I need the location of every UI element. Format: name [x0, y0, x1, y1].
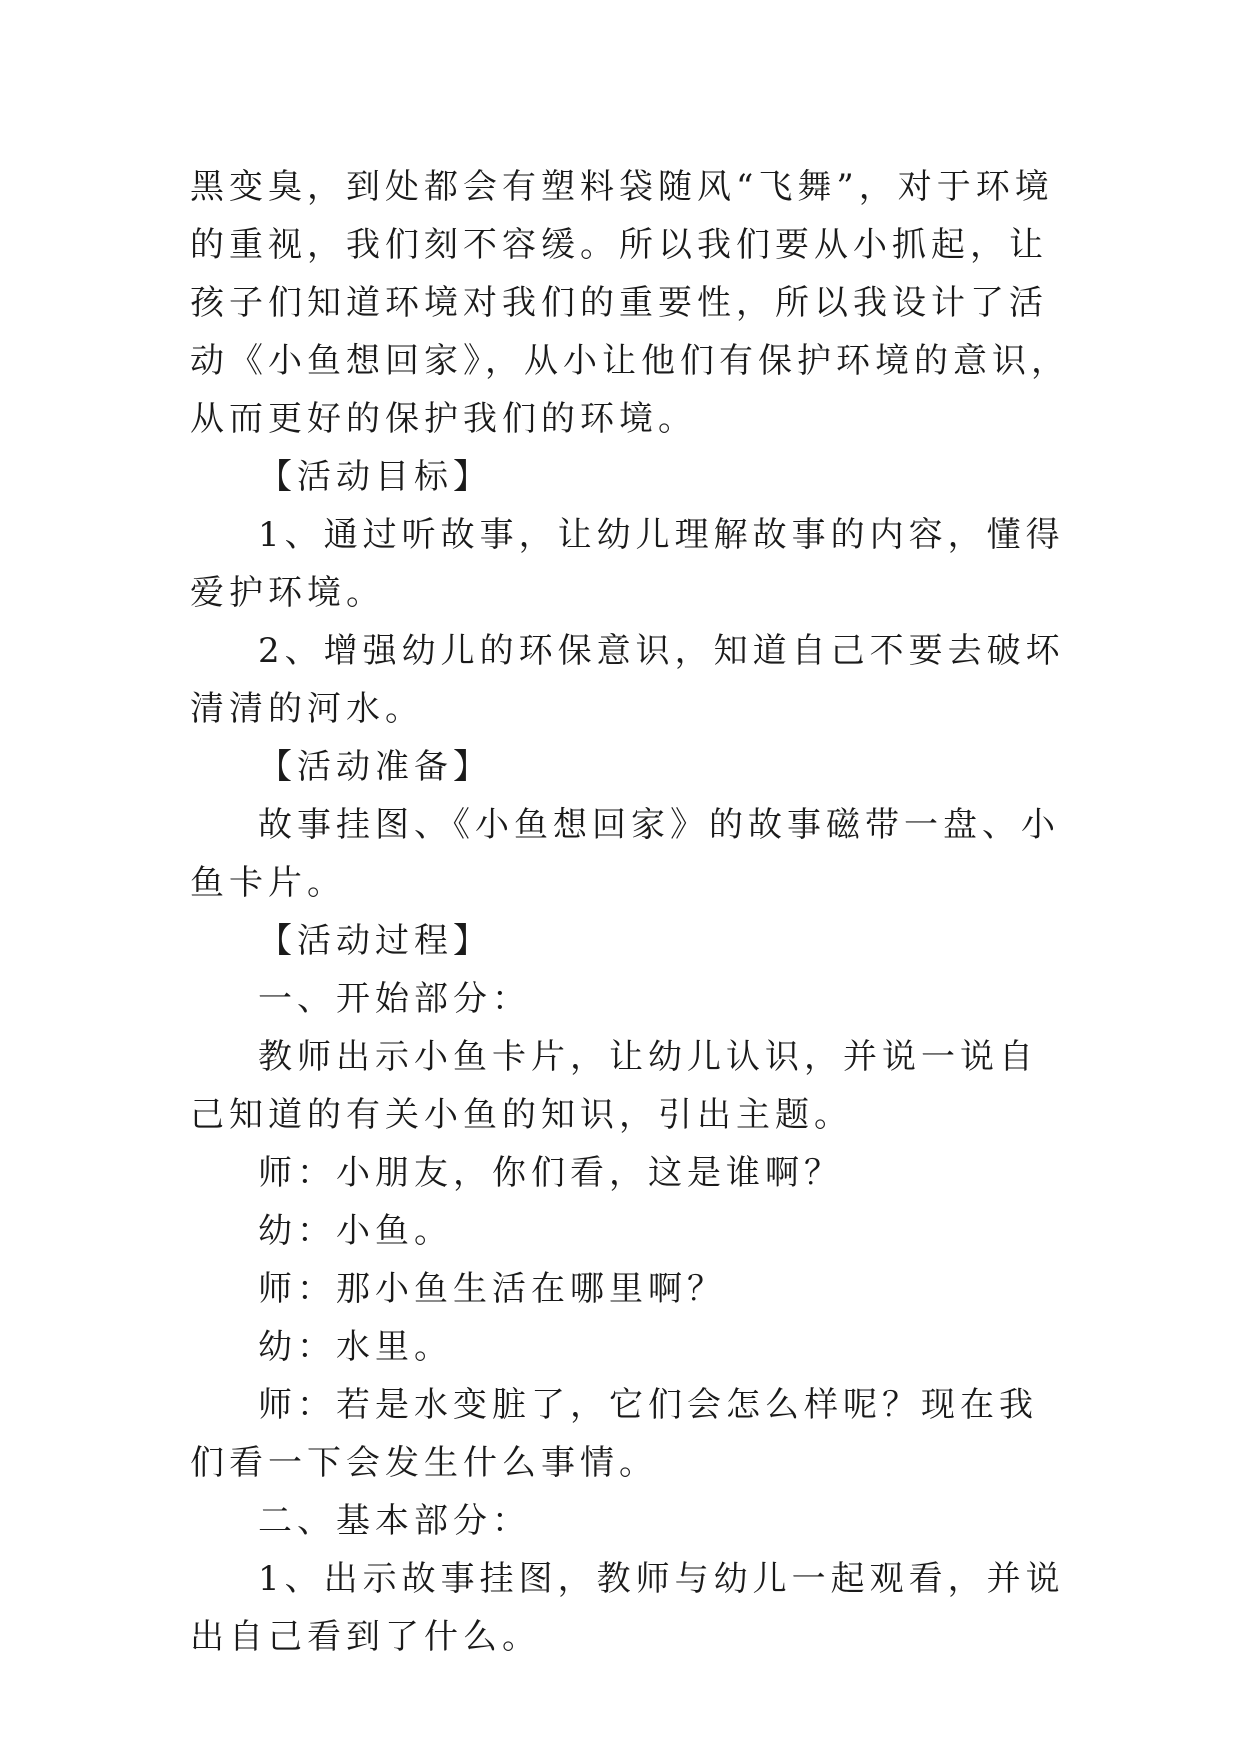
dialogue-line-5: 师：若是水变脏了，它们会怎么样呢？现在我们看一下会发生什么事情。: [190, 1385, 1038, 1483]
section-basic: 二、基本部分：: [258, 1501, 531, 1541]
dialogue-line-2: 幼：小鱼。: [258, 1211, 453, 1251]
dialogue-line-4: 幼：水里。: [258, 1327, 453, 1367]
heading-activity-goals: 【活动目标】: [258, 457, 492, 497]
heading-activity-process: 【活动过程】: [258, 921, 492, 961]
heading-activity-preparation: 【活动准备】: [258, 747, 492, 787]
preparation-text: 故事挂图、《小鱼想回家》的故事磁带一盘、小鱼卡片。: [190, 805, 1060, 903]
goal-item-2: 2、增强幼儿的环保意识，知道自己不要去破坏清清的河水。: [190, 631, 1065, 729]
goal-item-1: 1、通过听故事，让幼儿理解故事的内容，懂得爱护环境。: [190, 515, 1065, 613]
paragraph-intro-continued: 黑变臭，到处都会有塑料袋随风“飞舞”，对于环境的重视，我们刻不容缓。所以我们要从小抓起，让孩子们知道环境对我们的重要性，所以我设计了活动《小鱼想回家》，从小让他们有保护环境的意识，从而更好的保护我们的环境。: [190, 167, 1070, 439]
dialogue-line-3: 师：那小鱼生活在哪里啊？: [258, 1269, 726, 1309]
dialogue-line-1: 师：小朋友，你们看，这是谁啊？: [258, 1153, 843, 1193]
basic-item-1: 1、出示故事挂图，教师与幼儿一起观看，并说出自己看到了什么。: [190, 1559, 1065, 1657]
section-start: 一、开始部分：: [258, 979, 531, 1019]
start-paragraph: 教师出示小鱼卡片，让幼儿认识，并说一说自己知道的有关小鱼的知识，引出主题。: [190, 1037, 1038, 1135]
document-body: [190, 158, 1070, 1666]
